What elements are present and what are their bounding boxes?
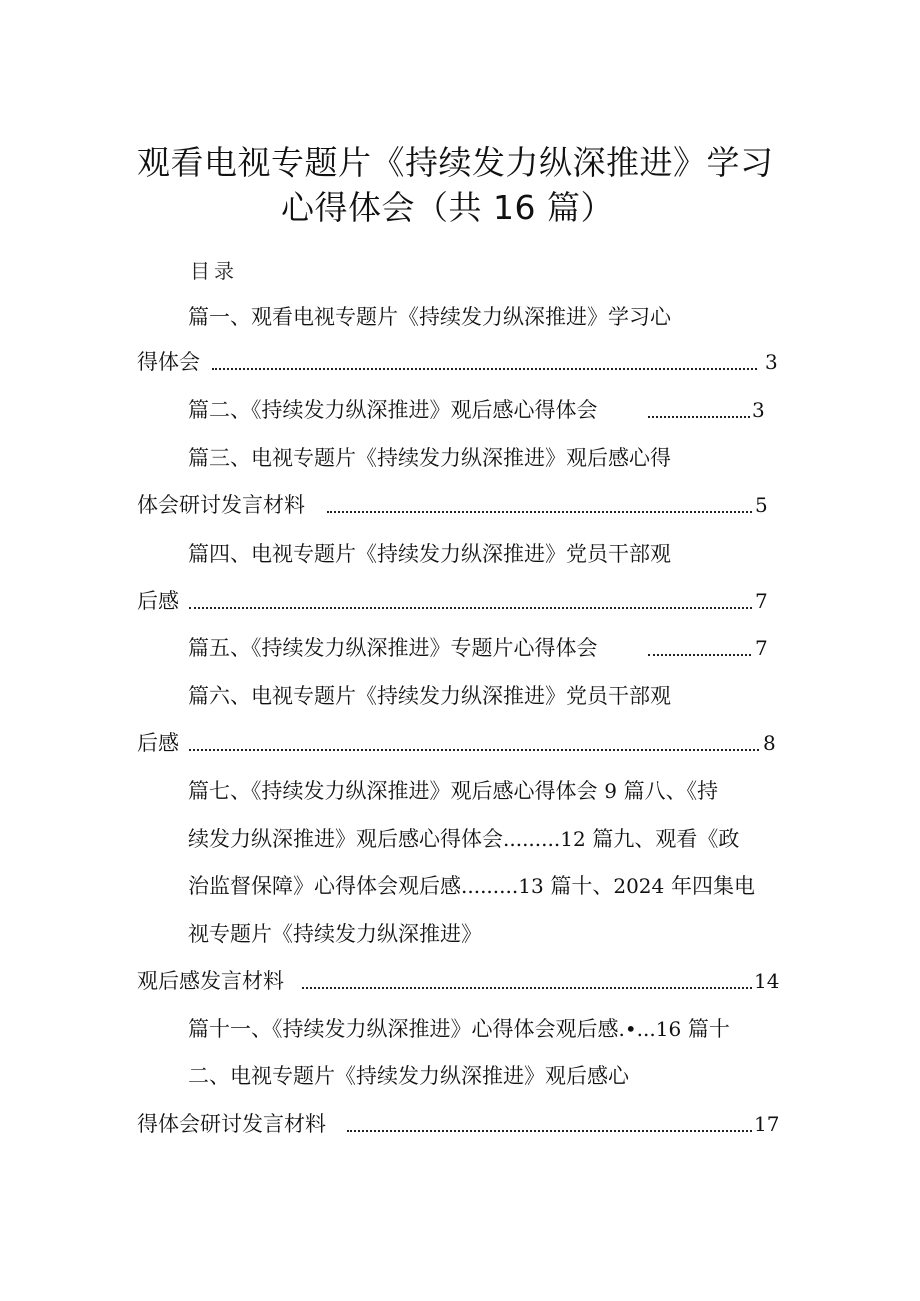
toc-entry-12-page: 17 <box>754 1112 780 1136</box>
toc-entry-1-line-2: 得体会 <box>137 350 200 374</box>
toc-entry-1-page: 3 <box>765 350 778 374</box>
toc-entry-8-9-line <box>188 825 739 853</box>
toc-entry-6-line-1: 篇六、电视专题片《持续发力纵深推进》党员干部观 <box>188 684 671 708</box>
toc-entry-8-start: 篇八、《持 <box>623 779 719 803</box>
toc-entry-6-row <box>137 729 787 757</box>
toc-entry-3-line-1: 篇三、电视专题片《持续发力纵深推进》观后感心得 <box>188 446 671 470</box>
dot-leader <box>189 607 752 609</box>
toc-entry-4-page: 7 <box>755 589 768 613</box>
toc-entry-10-start: 篇十、 <box>550 874 614 898</box>
toc-entry-2-page: 3 <box>752 398 765 422</box>
toc-entry-1-line-1: 篇一、观看电视专题片《持续发力纵深推进》学习心 <box>188 305 671 329</box>
toc-entry-8-page: .........12 <box>503 827 586 851</box>
toc-entry-5-row <box>188 634 778 662</box>
toc-entry-11-page: .•...16 <box>618 1017 682 1041</box>
toc-entry-7-8-line <box>188 777 718 805</box>
toc-entry-4-line-2: 后感 <box>137 589 179 613</box>
toc-entry-10-row <box>137 967 787 995</box>
toc-entry-3-row <box>137 491 777 519</box>
toc-entry-12-start: 篇十 <box>687 1017 730 1041</box>
toc-entry-12-line-3: 得体会研讨发言材料 <box>137 1112 326 1136</box>
toc-entry-10-cont: 年四集电 <box>670 874 755 898</box>
toc-entry-4-line-1: 篇四、电视专题片《持续发力纵深推进》党员干部观 <box>188 542 671 566</box>
toc-entry-1-row <box>137 348 777 376</box>
toc-entry-9-page: .........13 <box>461 874 544 898</box>
dot-leader <box>327 511 752 513</box>
toc-entry-9-start: 篇九、观看《政 <box>592 827 740 851</box>
toc-entry-3-page: 5 <box>755 493 768 517</box>
toc-entry-2-row <box>188 396 778 424</box>
dot-leader <box>648 416 758 418</box>
toc-entry-11-text: 篇十一、《持续发力纵深推进》心得体会观后感 <box>188 1017 619 1041</box>
toc-entry-2-text: 篇二、《持续发力纵深推进》观后感心得体会 <box>188 398 598 422</box>
toc-entry-9-text: 治监督保障》心得体会观后感 <box>188 874 461 898</box>
toc-entry-12-line-2: 二、电视专题片《持续发力纵深推进》观后感心 <box>188 1064 629 1088</box>
toc-entry-4-row <box>137 587 777 615</box>
toc-entry-5-page: 7 <box>755 636 768 660</box>
toc-entry-7-text: 篇七、《持续发力纵深推进》观后感心得体会 <box>188 779 598 803</box>
toc-entry-6-page: 8 <box>763 731 776 755</box>
toc-entry-8-text: 续发力纵深推进》观后感心得体会 <box>188 827 503 851</box>
toc-entry-3-line-2: 体会研讨发言材料 <box>137 493 305 517</box>
dot-leader <box>648 654 751 656</box>
toc-heading: 目录 <box>190 259 238 283</box>
dot-leader <box>302 987 752 989</box>
toc-entry-9-10-line <box>188 872 755 900</box>
toc-entry-10-line-3: 观后感发言材料 <box>137 969 284 993</box>
toc-entry-5-text: 篇五、《持续发力纵深推进》专题片心得体会 <box>188 636 598 660</box>
toc-entry-11-12-line <box>188 1015 730 1043</box>
toc-entry-6-line-2: 后感 <box>137 731 179 755</box>
toc-entry-7-page: 9 <box>604 779 617 803</box>
toc-entry-10-year: 2024 <box>613 874 665 898</box>
toc-entry-12-row <box>137 1110 787 1138</box>
dot-leader <box>212 368 757 370</box>
dot-leader <box>347 1130 752 1132</box>
document-title-line-1: 观看电视专题片《持续发力纵深推进》学习 <box>137 143 774 182</box>
dot-leader <box>189 749 759 751</box>
toc-entry-10-line-2: 视专题片《持续发力纵深推进》 <box>188 922 482 946</box>
toc-entry-10-page: 14 <box>754 969 780 993</box>
document-title-line-2: 心得体会（共 16 篇） <box>281 188 614 227</box>
